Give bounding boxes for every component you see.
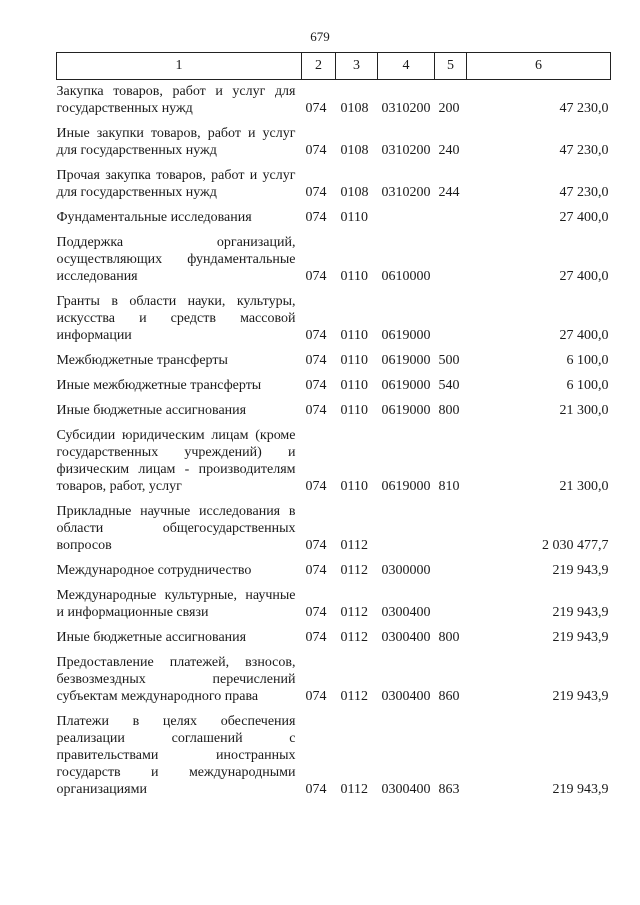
row-col-3: 0110 (340, 378, 368, 393)
row-col-5 (435, 228, 467, 287)
row-col-5: 810 (438, 479, 460, 494)
row-name (57, 497, 302, 556)
row-col-3: 0110 (340, 479, 368, 494)
row-name (57, 119, 302, 161)
row-col-3: 0112 (340, 563, 368, 578)
row-amount: 21 300,0 (559, 403, 609, 418)
row-name (57, 161, 302, 203)
row-name-text: Иные межбюджетные трансферты (56, 378, 262, 393)
row-name (57, 623, 302, 648)
row-name-text: Предоставление платежей, взносов, безвозмездных перечислений субъектам международного права (56, 655, 296, 704)
row-col-3: 0112 (340, 630, 368, 645)
row-col-4: 0310200 (381, 143, 431, 158)
row-col-5: 860 (438, 689, 460, 704)
row-name (57, 203, 302, 228)
row-col-4: 0310200 (381, 185, 431, 200)
header-col-1: 1 (57, 53, 302, 80)
row-name (57, 707, 302, 800)
row-col-3: 0112 (340, 605, 368, 620)
row-name (57, 371, 302, 396)
row-col-4: 0300400 (381, 782, 431, 797)
row-amount: 2 030 477,7 (542, 538, 609, 553)
table-row (57, 346, 611, 371)
row-col-2: 074 (305, 782, 327, 797)
table-row (57, 287, 611, 346)
row-name (57, 581, 302, 623)
row-col-2: 074 (305, 605, 327, 620)
row-name (57, 228, 302, 287)
row-col-5: 200 (438, 101, 460, 116)
row-name (57, 396, 302, 421)
row-col-2: 074 (305, 378, 327, 393)
row-amount: 6 100,0 (566, 378, 609, 393)
row-col-3: 0110 (340, 328, 368, 343)
table-row (57, 581, 611, 623)
row-col-3: 0108 (340, 101, 369, 116)
table-header (57, 53, 611, 80)
page-number: 679 (310, 29, 330, 44)
row-col-5 (435, 497, 467, 556)
header-col-5: 5 (435, 53, 467, 80)
row-col-2: 074 (305, 353, 327, 368)
row-col-3: 0108 (340, 185, 369, 200)
row-col-4: 0300000 (381, 563, 431, 578)
row-col-4: 0619000 (381, 353, 431, 368)
row-name-text: Международное сотрудничество (56, 563, 252, 578)
row-name (57, 421, 302, 497)
row-col-5 (435, 556, 467, 581)
row-amount: 47 230,0 (559, 185, 609, 200)
row-col-4: 0310200 (381, 101, 431, 116)
row-col-4: 0619000 (381, 403, 431, 418)
row-col-4: 0300400 (381, 630, 431, 645)
row-name-text: Прикладные научные исследования в области общегосударственных вопросов (56, 504, 296, 553)
row-col-3: 0110 (340, 353, 368, 368)
row-col-5 (435, 203, 467, 228)
row-col-2: 074 (305, 689, 327, 704)
table-row (57, 648, 611, 707)
row-col-4: 0300400 (381, 605, 431, 620)
row-amount: 219 943,9 (552, 630, 609, 645)
row-amount: 219 943,9 (552, 782, 609, 797)
row-col-3: 0110 (340, 269, 368, 284)
table-row (57, 623, 611, 648)
table-row (57, 228, 611, 287)
row-name-text: Прочая закупка товаров, работ и услуг для государственных нужд (56, 168, 296, 200)
row-name-text: Гранты в области науки, культуры, искусства и средств массовой информации (56, 294, 296, 343)
row-col-2: 074 (305, 630, 327, 645)
row-col-3: 0110 (340, 210, 368, 225)
row-amount: 219 943,9 (552, 563, 609, 578)
table-row (57, 80, 611, 120)
table-row (57, 203, 611, 228)
table-body (57, 80, 611, 801)
row-col-5: 800 (438, 630, 460, 645)
row-amount: 27 400,0 (559, 328, 609, 343)
row-amount: 21 300,0 (559, 479, 609, 494)
table-row (57, 556, 611, 581)
row-name (57, 346, 302, 371)
row-col-2: 074 (305, 269, 327, 284)
row-name-text: Платежи в целях обеспечения реализации соглашений с правительствами иностранных государств и международными организациями (56, 714, 296, 797)
row-name (57, 556, 302, 581)
row-col-2: 074 (305, 185, 327, 200)
row-name (57, 648, 302, 707)
header-col-2: 2 (302, 53, 336, 80)
header-col-4: 4 (378, 53, 435, 80)
row-amount: 6 100,0 (566, 353, 609, 368)
row-col-4: 0619000 (381, 479, 431, 494)
table-row (57, 396, 611, 421)
row-name-text: Иные бюджетные ассигнования (56, 403, 247, 418)
row-col-5 (435, 287, 467, 346)
row-name-text: Иные бюджетные ассигнования (56, 630, 247, 645)
row-name-text: Международные культурные, научные и информационные связи (56, 588, 296, 620)
row-amount: 219 943,9 (552, 689, 609, 704)
row-col-5 (435, 581, 467, 623)
header-col-3: 3 (336, 53, 378, 80)
row-col-2: 074 (305, 328, 327, 343)
row-name-text: Субсидии юридическим лицам (кроме государственных учреждений) и физическим лицам - производителям товаров, работ, услуг (56, 428, 296, 494)
table-row (57, 707, 611, 800)
row-col-3: 0108 (340, 143, 369, 158)
row-col-4: 0619000 (381, 378, 431, 393)
row-col-2: 074 (305, 101, 327, 116)
row-col-5: 500 (438, 353, 460, 368)
table-row (57, 497, 611, 556)
row-amount: 27 400,0 (559, 269, 609, 284)
row-col-4 (378, 497, 435, 556)
row-col-5: 863 (438, 782, 460, 797)
table-row (57, 161, 611, 203)
row-amount: 27 400,0 (559, 210, 609, 225)
row-col-4: 0619000 (381, 328, 431, 343)
table-row (57, 371, 611, 396)
row-col-4 (378, 203, 435, 228)
row-col-4: 0610000 (381, 269, 431, 284)
row-amount: 47 230,0 (559, 101, 609, 116)
row-col-2: 074 (305, 403, 327, 418)
row-name-text: Иные закупки товаров, работ и услуг для государственных нужд (56, 126, 296, 158)
row-col-5: 244 (438, 185, 460, 200)
budget-table (56, 52, 611, 800)
row-col-3: 0112 (340, 689, 368, 704)
row-col-3: 0110 (340, 403, 368, 418)
row-name-text: Межбюджетные трансферты (56, 353, 228, 368)
row-amount: 219 943,9 (552, 605, 609, 620)
row-col-4: 0300400 (381, 689, 431, 704)
row-name-text: Закупка товаров, работ и услуг для государственных нужд (56, 84, 296, 116)
header-row (57, 53, 611, 80)
row-col-2: 074 (305, 210, 327, 225)
row-col-2: 074 (305, 563, 327, 578)
row-col-5: 800 (438, 403, 460, 418)
row-name (57, 287, 302, 346)
row-name-text: Поддержка организаций, осуществляющих фундаментальные исследования (56, 235, 296, 284)
row-col-2: 074 (305, 143, 327, 158)
row-amount: 47 230,0 (559, 143, 609, 158)
row-col-3: 0112 (340, 538, 368, 553)
header-col-6: 6 (467, 53, 611, 80)
table-row (57, 421, 611, 497)
row-col-5: 240 (438, 143, 460, 158)
row-col-2: 074 (305, 479, 327, 494)
row-name-text: Фундаментальные исследования (56, 210, 252, 225)
row-name (57, 80, 302, 120)
table-row (57, 119, 611, 161)
row-col-2: 074 (305, 538, 327, 553)
row-col-5: 540 (438, 378, 460, 393)
row-col-3: 0112 (340, 782, 368, 797)
